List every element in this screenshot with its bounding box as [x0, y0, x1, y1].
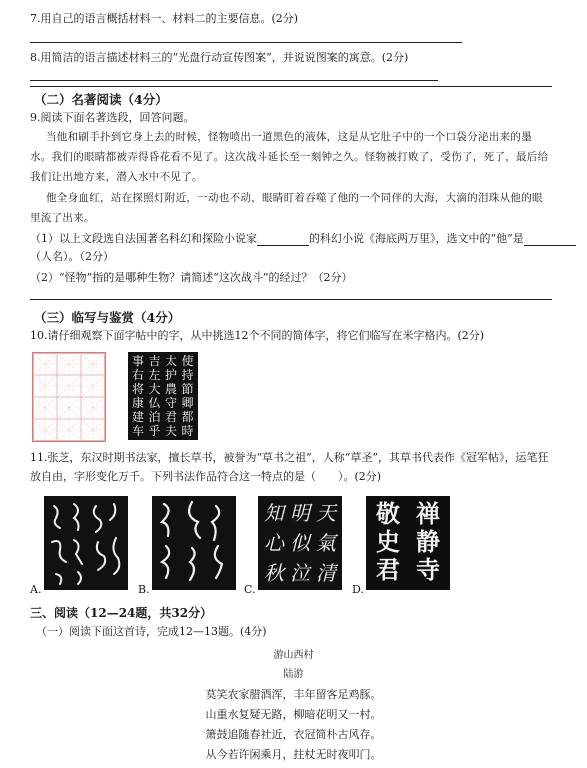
answer-line-8[interactable] — [30, 80, 438, 81]
option-c-char: 知 — [264, 501, 284, 525]
copybook-char: 吉 — [148, 354, 161, 368]
option-d-char: 禅 — [416, 499, 440, 528]
copybook-char: 君 — [164, 410, 177, 424]
author-blank[interactable] — [257, 234, 309, 246]
passage-line: 水。我们的眼睛都被弄得昏花看不见了。这次战斗延长至一刻钟之久。怪物被打败了，受伤了，死了，最后给 — [30, 151, 549, 163]
passage-line: 我们让出地方来，潜入水中不见了。 — [30, 171, 203, 183]
option-d-char: 寺 — [416, 555, 440, 584]
option-a-label[interactable]: A. — [30, 583, 42, 596]
poem-line: 山重水复疑无路，柳暗花明又一村。 — [205, 708, 382, 721]
question-9-1-tail: （人名）。（2分） — [30, 250, 114, 263]
question-10: 10.请仔细观察下面字帖中的字，从中挑选12个不同的简体字，将它们临写在米字格内。(2分) — [30, 329, 485, 342]
copybook-char: 建 — [131, 410, 144, 424]
option-d-char: 敬 — [376, 499, 400, 528]
copybook-char: 大 — [148, 382, 161, 396]
question-7: 7.用自己的语言概括材料一、材料二的主要信息。(2分) — [30, 12, 299, 25]
option-c-char: 似 — [290, 531, 310, 555]
copybook-char: 右 — [131, 368, 144, 382]
option-c-label[interactable]: C. — [244, 583, 256, 596]
question-11-line1: 11.张芝，东汉时期书法家，擅长草书，被誉为“草书之祖”，人称“草圣”，其草书代表作《冠军帖》，运笔狂 — [30, 451, 549, 464]
question-9-2: （2）“怪物”指的是哪种生物？请简述“这次战斗”的经过？（2分） — [30, 271, 353, 284]
question-9-1 — [30, 232, 576, 246]
copybook-char: 太 — [164, 354, 177, 368]
question-8: 8.用简洁的语言描述材料三的“光盘行动宣传图案”，并说说图案的寓意。(2分) — [30, 51, 409, 64]
poem-line: 从今若许闲乘月，拄杖无时夜叩门。 — [205, 748, 382, 761]
passage-line: 当他和刷手扑到它身上去的时候，怪物喷出一道黑色的液体，这是从它肚子中的一个口袋分泌出来的墨 — [46, 131, 532, 143]
option-d-label[interactable]: D. — [352, 583, 364, 596]
option-d-char: 史 — [376, 527, 400, 556]
copybook-char: 時 — [181, 424, 194, 438]
poem-title: 游山西村 — [273, 650, 314, 661]
copybook-char: 车 — [131, 424, 144, 438]
character-blank[interactable] — [524, 234, 576, 246]
mizi-grid[interactable] — [32, 352, 106, 442]
option-c-char: 心 — [264, 531, 284, 555]
option-d-image[interactable] — [366, 496, 450, 590]
copybook-char: 守 — [164, 396, 177, 410]
cursive-strokes-b — [152, 496, 236, 590]
copybook-char: 泊 — [148, 410, 161, 424]
option-c-char: 秋 — [264, 561, 284, 585]
copybook-char: 护 — [164, 368, 177, 382]
copybook-char: 左 — [148, 368, 161, 382]
poem-line: 莫笑农家腊酒浑，丰年留客足鸡豚。 — [205, 688, 382, 701]
passage-line: 他全身血红，站在探照灯附近，一动也不动，眼睛盯着吞噬了他的一个同伴的大海，大滴的泪珠从他的眼 — [46, 192, 543, 204]
poem-line: 箫鼓追随春社近，衣冠简朴古风存。 — [205, 728, 382, 741]
copybook-char: 卿 — [181, 396, 194, 410]
option-c-char: 泣 — [290, 561, 310, 585]
copybook-image — [128, 352, 198, 440]
copybook-char: 将 — [131, 382, 144, 396]
option-a-image[interactable] — [44, 496, 128, 590]
copybook-char: 農 — [164, 382, 177, 396]
answer-line-7[interactable] — [30, 42, 462, 43]
cursive-strokes-a — [44, 496, 128, 590]
section-title-reading: 三、阅读（12—24题，共32分） — [30, 606, 213, 620]
mizi-grid-lines — [33, 353, 105, 441]
option-c-char: 清 — [316, 561, 336, 585]
copybook-char: 乎 — [148, 424, 161, 438]
option-b-image[interactable] — [152, 496, 236, 590]
passage-line: 里流了出来。 — [30, 212, 95, 224]
copybook-char: 都 — [181, 410, 194, 424]
option-d-char: 静 — [416, 527, 440, 556]
copybook-char: 使 — [181, 354, 194, 368]
poem-author: 陆游 — [283, 669, 304, 680]
reading-part-1-instruction: （一）阅读下面这首诗，完成12—13题。(4分) — [36, 625, 267, 638]
question-9: 9.阅读下面名著选段，回答问题。 — [30, 111, 195, 124]
copybook-char: 康 — [131, 396, 144, 410]
copybook-char: 節 — [181, 382, 194, 396]
copybook-char: 仏 — [148, 396, 161, 410]
question-9-1-part-b: 的科幻小说《海底两万里》，选文中的“他”是 — [309, 232, 524, 245]
question-9-1-part-a: （1）以上文段选自法国著名科幻和探险小说家 — [30, 232, 257, 245]
option-d-char: 君 — [376, 555, 400, 584]
option-c-image[interactable] — [258, 496, 342, 590]
option-b-label[interactable]: B. — [138, 583, 150, 596]
section-title-classics: （二）名著阅读（4分） — [34, 92, 168, 107]
copybook-char: 事 — [131, 354, 144, 368]
question-11-line2: 放自由，字形变化万千。下列书法作品符合这一特点的是（ ）。(2分) — [30, 470, 382, 483]
copybook-char: 持 — [181, 368, 194, 382]
option-c-char: 氣 — [316, 531, 336, 555]
copybook-char: 夫 — [164, 424, 177, 438]
section-title-calligraphy: （三）临写与鉴赏（4分） — [34, 310, 181, 325]
option-c-char: 天 — [316, 501, 336, 525]
option-c-char: 明 — [290, 501, 310, 525]
